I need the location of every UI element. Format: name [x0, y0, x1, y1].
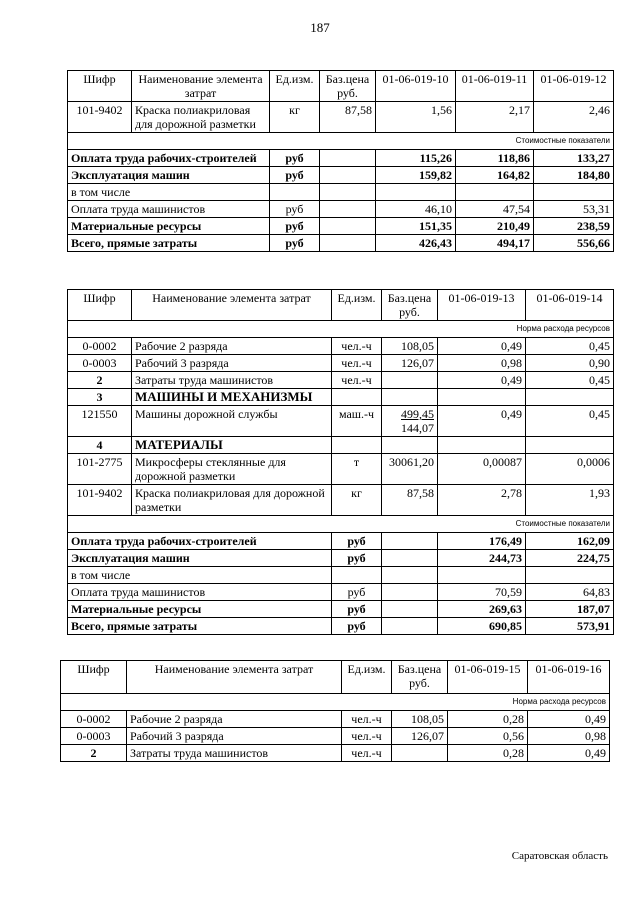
row-value-2: 1,93 — [526, 485, 614, 516]
summary-value-2: 573,91 — [526, 618, 614, 635]
row-unit: чел.-ч — [342, 745, 392, 762]
header-code: Шифр — [61, 661, 127, 694]
row-value-2: 0,45 — [526, 338, 614, 355]
row-value-2: 0,98 — [528, 728, 610, 745]
summary-value-2: 187,07 — [526, 601, 614, 618]
row-name: Рабочий 3 разряда — [132, 355, 332, 372]
summary-value-3: 53,31 — [534, 201, 614, 218]
row-code: 101-9402 — [68, 485, 132, 516]
summary-unit: руб — [332, 533, 382, 550]
row-code: 2 — [61, 745, 127, 762]
row-name: Рабочие 2 разряда — [127, 711, 342, 728]
header-unit: Ед.изм. — [270, 71, 320, 102]
row-price: 126,07 — [392, 728, 448, 745]
summary-unit: руб — [332, 601, 382, 618]
summary-value-1: 159,82 — [376, 167, 456, 184]
table-row — [61, 728, 610, 745]
row-price-secondary: 144,07 — [401, 421, 434, 435]
row-value-1: 0,98 — [438, 355, 526, 372]
summary-unit: руб — [270, 150, 320, 167]
summary-unit: руб — [270, 218, 320, 235]
summary-value-2: 162,09 — [526, 533, 614, 550]
header-col-1: 01-06-019-13 — [438, 290, 526, 321]
summary-row — [68, 550, 614, 567]
row-price-main: 499,45 — [401, 407, 434, 421]
header-col-1: 01-06-019-10 — [376, 71, 456, 102]
summary-value-2: 47,54 — [456, 201, 534, 218]
section-label: Норма расхода ресурсов — [68, 321, 614, 338]
summary-value-1: 70,59 — [438, 584, 526, 601]
row-name: Рабочие 2 разряда — [132, 338, 332, 355]
row-code: 0-0002 — [61, 711, 127, 728]
row-name: Машины дорожной службы — [132, 406, 332, 437]
summary-name: Оплата труда рабочих-строителей — [68, 150, 270, 167]
row-name: МАШИНЫ И МЕХАНИЗМЫ — [132, 389, 332, 406]
summary-name: в том числе — [68, 184, 270, 201]
row-code: 4 — [68, 437, 132, 454]
row-value-1: 0,49 — [438, 406, 526, 437]
table-row — [68, 389, 614, 406]
table-row — [68, 437, 614, 454]
header-name: Наименование элемента затрат — [127, 661, 342, 694]
header-col-2: 01-06-019-16 — [528, 661, 610, 694]
row-name: Краска полиакриловая для дорожной разметки — [132, 102, 270, 133]
section-row — [61, 694, 610, 711]
row-name: Затраты труда машинистов — [132, 372, 332, 389]
summary-unit: руб — [270, 167, 320, 184]
table-2 — [67, 289, 614, 635]
summary-name: Всего, прямые затраты — [68, 235, 270, 252]
row-name: Рабочий 3 разряда — [127, 728, 342, 745]
summary-row — [68, 584, 614, 601]
summary-value-1: 115,26 — [376, 150, 456, 167]
header-price: Баз.цена руб. — [382, 290, 438, 321]
row-code: 0-0002 — [68, 338, 132, 355]
row-code: 3 — [68, 389, 132, 406]
row-code: 0-0003 — [61, 728, 127, 745]
summary-name: Оплата труда машинистов — [68, 584, 332, 601]
row-value-1: 2,78 — [438, 485, 526, 516]
table-header — [61, 661, 610, 694]
row-value-1: 0,49 — [438, 338, 526, 355]
row-value-1: 0,28 — [448, 745, 528, 762]
summary-value-1: 690,85 — [438, 618, 526, 635]
row-unit: кг — [270, 102, 320, 133]
summary-value-2: 210,49 — [456, 218, 534, 235]
row-unit: чел.-ч — [342, 711, 392, 728]
summary-name: Эксплуатация машин — [68, 167, 270, 184]
header-unit: Ед.изм. — [342, 661, 392, 694]
section-label: Норма расхода ресурсов — [61, 694, 610, 711]
summary-row — [68, 167, 614, 184]
row-price — [392, 745, 448, 762]
row-unit: чел.-ч — [332, 338, 382, 355]
row-code: 0-0003 — [68, 355, 132, 372]
summary-row — [68, 184, 614, 201]
row-value-1: 0,56 — [448, 728, 528, 745]
summary-unit: руб — [270, 201, 320, 218]
row-value-2: 2,17 — [456, 102, 534, 133]
summary-value-2: 118,86 — [456, 150, 534, 167]
summary-unit: руб — [270, 235, 320, 252]
page-number: 187 — [310, 20, 330, 35]
header-col-2: 01-06-019-14 — [526, 290, 614, 321]
footer-region: Саратовская область — [511, 850, 608, 862]
row-price: 30061,20 — [382, 454, 438, 485]
header-price: Баз.цена руб. — [320, 71, 376, 102]
summary-name: Материальные ресурсы — [68, 218, 270, 235]
row-value-2: 0,45 — [526, 406, 614, 437]
summary-value-3: 556,66 — [534, 235, 614, 252]
header-price: Баз.цена руб. — [392, 661, 448, 694]
header-name: Наименование элемента затрат — [132, 290, 332, 321]
table-row — [68, 454, 614, 485]
row-code: 101-9402 — [68, 102, 132, 133]
row-value-2: 0,49 — [528, 711, 610, 728]
section-label: Стоимостные показатели — [68, 133, 614, 150]
table-row — [68, 338, 614, 355]
row-value-1: 0,49 — [438, 372, 526, 389]
header-code: Шифр — [68, 290, 132, 321]
table-row — [68, 485, 614, 516]
summary-value-1: 176,49 — [438, 533, 526, 550]
row-price: 87,58 — [382, 485, 438, 516]
summary-value-1: 269,63 — [438, 601, 526, 618]
row-unit: кг — [332, 485, 382, 516]
summary-value-2: 494,17 — [456, 235, 534, 252]
table-row — [61, 711, 610, 728]
summary-row — [68, 567, 614, 584]
row-value-1: 1,56 — [376, 102, 456, 133]
table-row — [61, 745, 610, 762]
row-price: 108,05 — [382, 338, 438, 355]
section-label: Стоимостные показатели — [68, 516, 614, 533]
row-price: 108,05 — [392, 711, 448, 728]
summary-name: в том числе — [68, 567, 332, 584]
row-code: 2 — [68, 372, 132, 389]
summary-row — [68, 201, 614, 218]
table-row — [68, 406, 614, 437]
row-price: 126,07 — [382, 355, 438, 372]
summary-row — [68, 533, 614, 550]
summary-value-1: 244,73 — [438, 550, 526, 567]
summary-unit: руб — [332, 584, 382, 601]
row-unit: чел.-ч — [332, 355, 382, 372]
summary-row — [68, 601, 614, 618]
header-unit: Ед.изм. — [332, 290, 382, 321]
row-name: МАТЕРИАЛЫ — [132, 437, 332, 454]
summary-value-3: 238,59 — [534, 218, 614, 235]
row-unit: т — [332, 454, 382, 485]
summary-name: Материальные ресурсы — [68, 601, 332, 618]
row-value-3: 2,46 — [534, 102, 614, 133]
summary-value-2: 164,82 — [456, 167, 534, 184]
table-row — [68, 355, 614, 372]
row-code: 101-2775 — [68, 454, 132, 485]
row-name: Затраты труда машинистов — [127, 745, 342, 762]
table-header — [68, 71, 614, 102]
row-price: 87,58 — [320, 102, 376, 133]
summary-unit: руб — [332, 618, 382, 635]
summary-value-3: 184,80 — [534, 167, 614, 184]
summary-value-1: 46,10 — [376, 201, 456, 218]
row-value-2: 0,0006 — [526, 454, 614, 485]
row-code: 121550 — [68, 406, 132, 437]
summary-name: Оплата труда рабочих-строителей — [68, 533, 332, 550]
row-name: Микросферы стеклянные для дорожной разметки — [132, 454, 332, 485]
table-1 — [67, 70, 614, 252]
row-price — [382, 406, 438, 437]
table-3 — [60, 660, 610, 762]
row-value-2: 0,45 — [526, 372, 614, 389]
summary-row — [68, 150, 614, 167]
header-name: Наименование элемента затрат — [132, 71, 270, 102]
header-code: Шифр — [68, 71, 132, 102]
section-row — [68, 133, 614, 150]
header-col-3: 01-06-019-12 — [534, 71, 614, 102]
summary-name: Оплата труда машинистов — [68, 201, 270, 218]
summary-value-1: 151,35 — [376, 218, 456, 235]
row-name: Краска полиакриловая для дорожной разметки — [132, 485, 332, 516]
table-row — [68, 372, 614, 389]
row-value-2: 0,90 — [526, 355, 614, 372]
summary-value-3: 133,27 — [534, 150, 614, 167]
row-price — [382, 372, 438, 389]
header-col-1: 01-06-019-15 — [448, 661, 528, 694]
row-value-2: 0,49 — [528, 745, 610, 762]
table-header — [68, 290, 614, 321]
header-col-2: 01-06-019-11 — [456, 71, 534, 102]
row-value-1: 0,28 — [448, 711, 528, 728]
row-unit: маш.-ч — [332, 406, 382, 437]
summary-unit: руб — [332, 550, 382, 567]
row-unit: чел.-ч — [342, 728, 392, 745]
summary-name: Эксплуатация машин — [68, 550, 332, 567]
summary-row — [68, 235, 614, 252]
summary-row — [68, 618, 614, 635]
row-unit: чел.-ч — [332, 372, 382, 389]
row-value-1: 0,00087 — [438, 454, 526, 485]
section-row — [68, 516, 614, 533]
table-row — [68, 102, 614, 133]
summary-value-2: 64,83 — [526, 584, 614, 601]
summary-row — [68, 218, 614, 235]
section-row — [68, 321, 614, 338]
summary-value-1: 426,43 — [376, 235, 456, 252]
summary-name: Всего, прямые затраты — [68, 618, 332, 635]
summary-value-2: 224,75 — [526, 550, 614, 567]
